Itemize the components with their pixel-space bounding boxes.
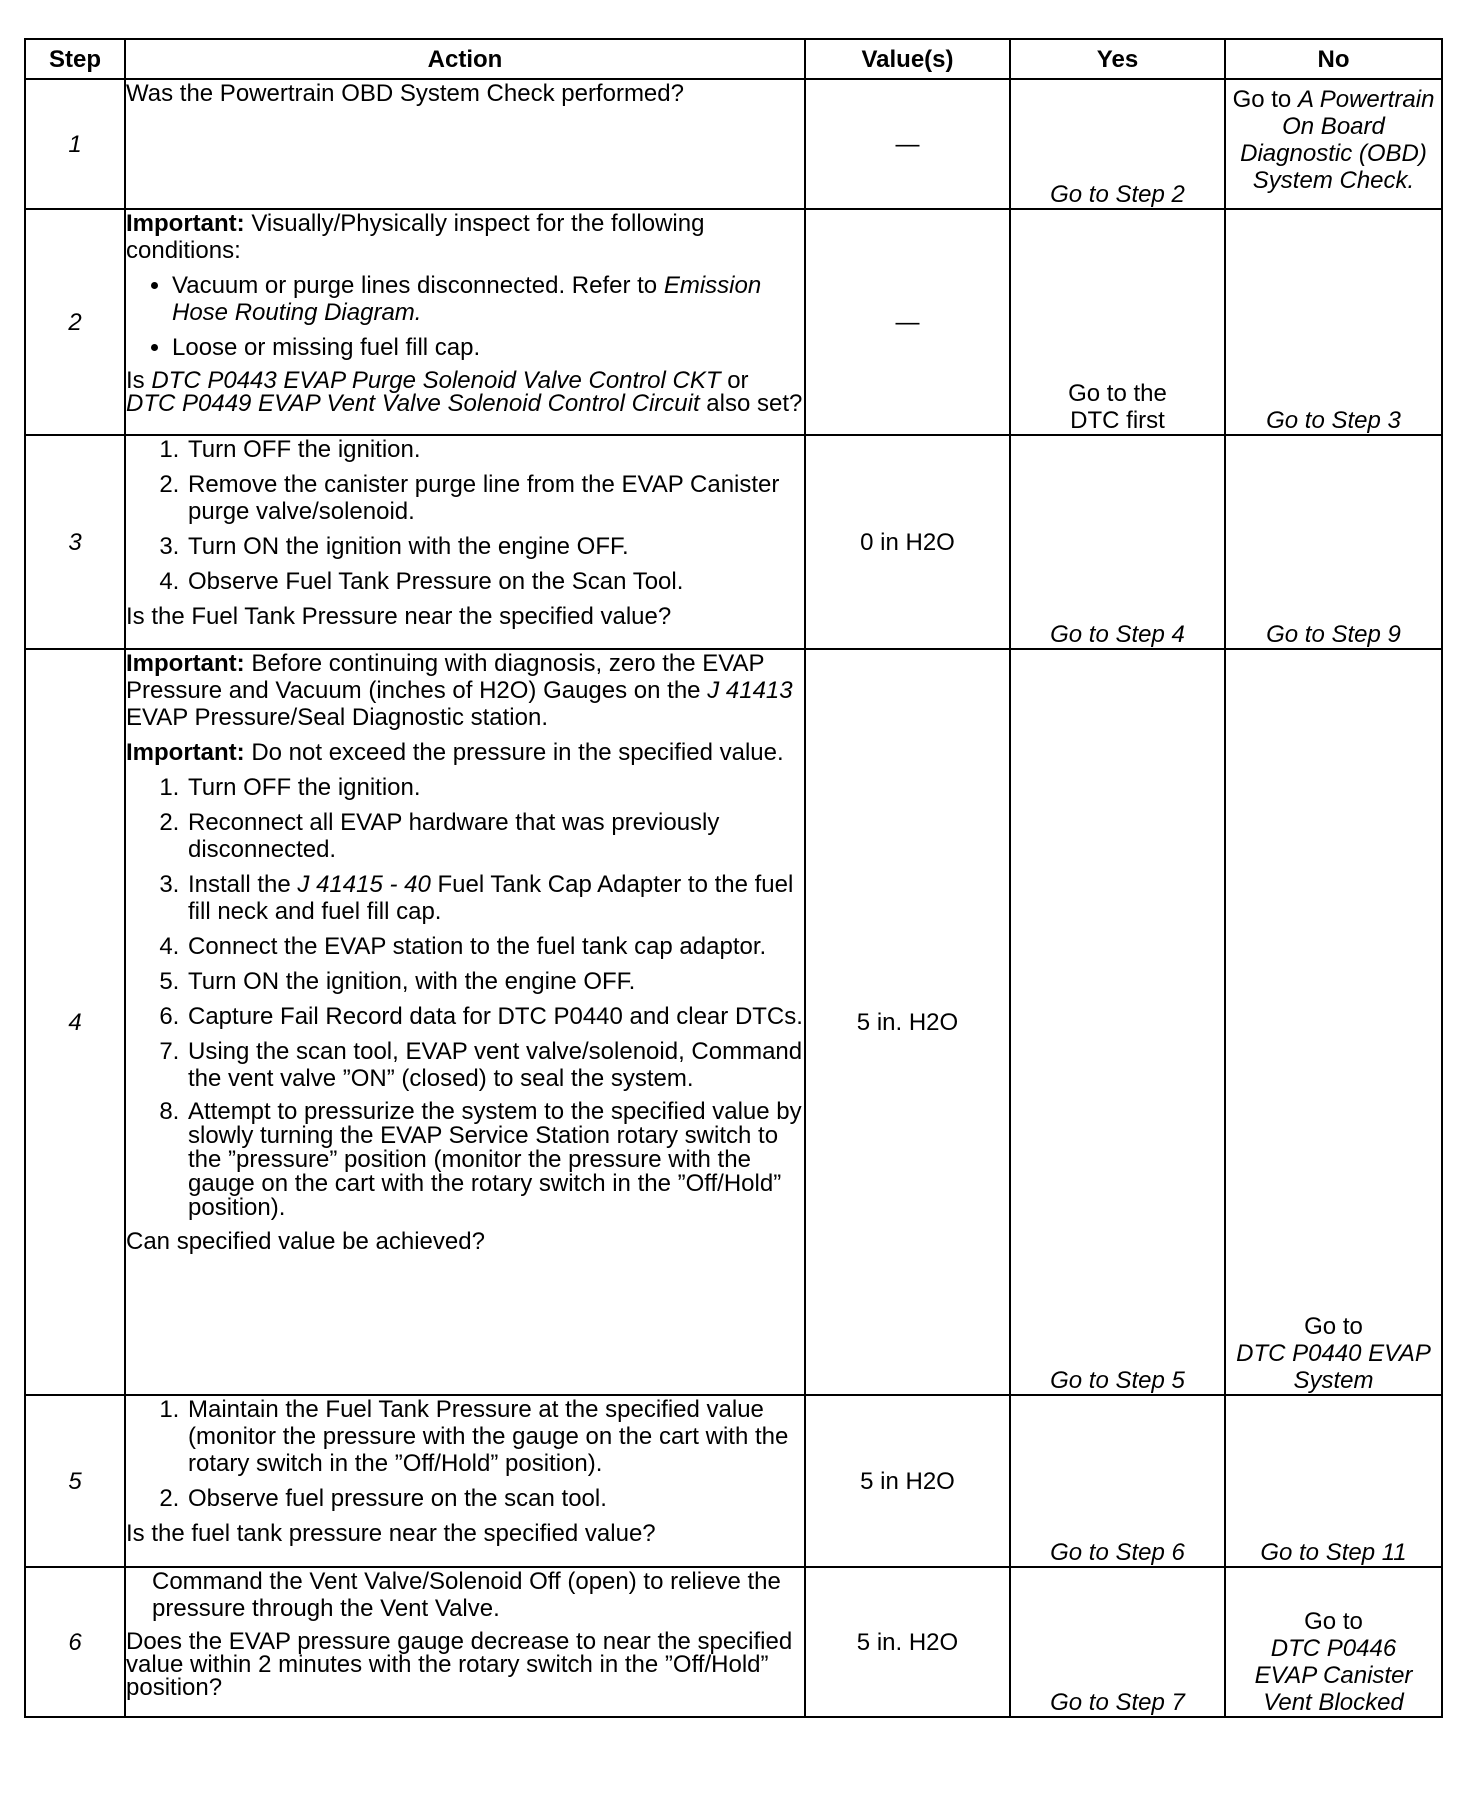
no-cell — [1225, 649, 1442, 1395]
instruction-text: Command the Vent Valve/Solenoid Off (open) to relieve the pressure through the Vent Valve. — [152, 1568, 781, 1622]
step-number: 3 — [25, 435, 125, 649]
yes-link[interactable]: Go to Step 6 — [1050, 1539, 1185, 1566]
list-item: 2. Reconnect all EVAP hardware that was previously disconnected. — [186, 809, 804, 863]
table-row — [25, 649, 1442, 1395]
important-note — [126, 650, 804, 731]
list-item: 5. Turn ON the ignition, with the engine OFF. — [186, 968, 804, 995]
question-text: Was the Powertrain OBD System Check performed? — [126, 80, 684, 107]
list-item — [186, 871, 804, 925]
header-step: Step — [25, 39, 125, 79]
list-item: 2. Observe fuel pressure on the scan tool. — [186, 1485, 804, 1512]
no-link[interactable]: DTC P0440 EVAP System — [1236, 1340, 1431, 1394]
yes-link[interactable]: Go to Step 7 — [1050, 1689, 1185, 1716]
step-number: 2 — [25, 209, 125, 435]
list-item — [172, 272, 804, 326]
list-item-text: Fuel Tank Cap Adapter to the fuel fill neck and fuel fill cap. — [188, 871, 794, 925]
procedure-list — [126, 436, 804, 595]
question-mid: or — [720, 367, 749, 394]
header-row — [25, 39, 1442, 79]
question-text: Is the fuel tank pressure near the specified value? — [126, 1520, 656, 1547]
yes-cell — [1010, 1567, 1225, 1717]
no-link[interactable]: Go to Step 9 — [1266, 621, 1401, 648]
list-item: 2. Remove the canister purge line from the EVAP Canister purge valve/solenoid. — [186, 471, 804, 525]
question-text: Does the EVAP pressure gauge decrease to near the specified value within 2 minutes with the rotary switch in the ”Off/Hold” position? — [126, 1628, 793, 1701]
important-text: Do not exceed the pressure in the specified value. — [244, 739, 784, 766]
no-link[interactable]: Go to Step 11 — [1260, 1539, 1407, 1566]
no-cell — [1225, 1395, 1442, 1567]
no-prefix: Go to — [1304, 1608, 1363, 1635]
list-item-text: Install the — [188, 871, 298, 898]
no-cell — [1225, 1567, 1442, 1717]
step-number: 1 — [25, 79, 125, 209]
no-link[interactable]: A Powertrain On Board Diagnostic (OBD) System Check. — [1240, 86, 1435, 194]
list-item: 4. Observe Fuel Tank Pressure on the Scan Tool. — [186, 568, 804, 595]
table-row — [25, 209, 1442, 435]
table-row — [25, 435, 1442, 649]
important-note — [126, 739, 804, 766]
procedure-list — [126, 1396, 804, 1512]
no-cell — [1225, 79, 1442, 209]
value-cell: — — [805, 209, 1010, 435]
yes-link[interactable]: Go to Step 5 — [1050, 1367, 1185, 1394]
yes-cell — [1010, 209, 1225, 435]
step-number: 4 — [25, 649, 125, 1395]
list-item: 1. Maintain the Fuel Tank Pressure at the specified value (monitor the pressure with the gauge on the cart with the rotary switch in the ”Off/Hold” position). — [186, 1396, 804, 1477]
important-label: Important: — [126, 739, 245, 766]
procedure-list — [126, 774, 804, 1220]
yes-link[interactable]: Go to Step 4 — [1050, 621, 1185, 648]
list-item: 1. Turn OFF the ignition. — [186, 436, 804, 463]
yes-cell — [1010, 435, 1225, 649]
dtc-link[interactable]: DTC P0443 EVAP Purge Solenoid Valve Control CKT — [151, 367, 721, 394]
action-cell — [125, 435, 805, 649]
no-cell — [1225, 209, 1442, 435]
tool-reference: J 41415 - 40 — [297, 871, 431, 898]
value-cell: — — [805, 79, 1010, 209]
header-no: No — [1225, 39, 1442, 79]
condition-list — [126, 272, 804, 361]
table-row — [25, 79, 1442, 209]
action-cell — [125, 1395, 805, 1567]
diagnostic-table — [24, 38, 1443, 1718]
list-item-text: Loose or missing fuel fill cap. — [172, 334, 481, 361]
dtc-link[interactable]: DTC P0449 EVAP Vent Valve Solenoid Control Circuit — [126, 390, 700, 417]
important-label: Important: — [126, 650, 245, 677]
table-row — [25, 1395, 1442, 1567]
important-text: EVAP Pressure/Seal Diagnostic station. — [126, 704, 548, 731]
no-prefix: Go to — [1304, 1313, 1363, 1340]
yes-cell — [1010, 649, 1225, 1395]
list-item: 6. Capture Fail Record data for DTC P0440 and clear DTCs. — [186, 1003, 804, 1030]
reference-link[interactable]: Emission Hose Routing Diagram. — [172, 272, 762, 326]
important-note — [126, 210, 804, 264]
action-cell — [125, 1567, 805, 1717]
list-item — [172, 334, 804, 361]
tool-reference: J 41413 — [707, 677, 793, 704]
value-cell: 5 in. H2O — [805, 649, 1010, 1395]
action-cell — [125, 209, 805, 435]
question-text: Can specified value be achieved? — [126, 1228, 485, 1255]
yes-link[interactable]: Go to Step 2 — [1050, 181, 1185, 208]
question-suffix: also set? — [699, 390, 803, 417]
no-link[interactable]: Go to Step 3 — [1266, 407, 1401, 434]
yes-cell — [1010, 1395, 1225, 1567]
header-yes: Yes — [1010, 39, 1225, 79]
no-prefix: Go to — [1232, 86, 1298, 113]
action-cell — [125, 649, 805, 1395]
list-item: 1. Turn OFF the ignition. — [186, 774, 804, 801]
list-item: 8. Attempt to pressurize the system to the specified value by slowly turning the EVAP Service Station rotary switch to the ”pressure” position (monitor the pressure with the gauge on the cart with the rotary switch in the ”Off/Hold” position). — [186, 1100, 804, 1220]
list-item: 4. Connect the EVAP station to the fuel tank cap adaptor. — [186, 933, 804, 960]
yes-cell — [1010, 79, 1225, 209]
step-number: 6 — [25, 1567, 125, 1717]
list-item: 3. Turn ON the ignition with the engine OFF. — [186, 533, 804, 560]
value-cell: 5 in H2O — [805, 1395, 1010, 1567]
header-values: Value(s) — [805, 39, 1010, 79]
table-row — [25, 1567, 1442, 1717]
action-cell — [125, 79, 805, 209]
important-label: Important: — [126, 210, 245, 237]
important-text: Visually/Physically inspect for the following conditions: — [126, 210, 705, 264]
question-prefix: Is — [126, 367, 152, 394]
value-cell: 5 in. H2O — [805, 1567, 1010, 1717]
header-action: Action — [125, 39, 805, 79]
value-cell: 0 in H2O — [805, 435, 1010, 649]
step-number: 5 — [25, 1395, 125, 1567]
question-text: Is the Fuel Tank Pressure near the specified value? — [126, 603, 672, 630]
yes-text: Go to the DTC first — [1068, 380, 1167, 434]
list-item: 7. Using the scan tool, EVAP vent valve/solenoid, Command the vent valve ”ON” (closed) to seal the system. — [186, 1038, 804, 1092]
no-link[interactable]: DTC P0446 EVAP Canister Vent Blocked — [1254, 1635, 1413, 1716]
important-text: Before continuing with diagnosis, zero the EVAP Pressure and Vacuum (inches of H2O) Gauges on the — [126, 650, 765, 704]
question-text — [126, 369, 804, 415]
no-cell — [1225, 435, 1442, 649]
list-item-text: Vacuum or purge lines disconnected. Refer to — [172, 272, 664, 299]
